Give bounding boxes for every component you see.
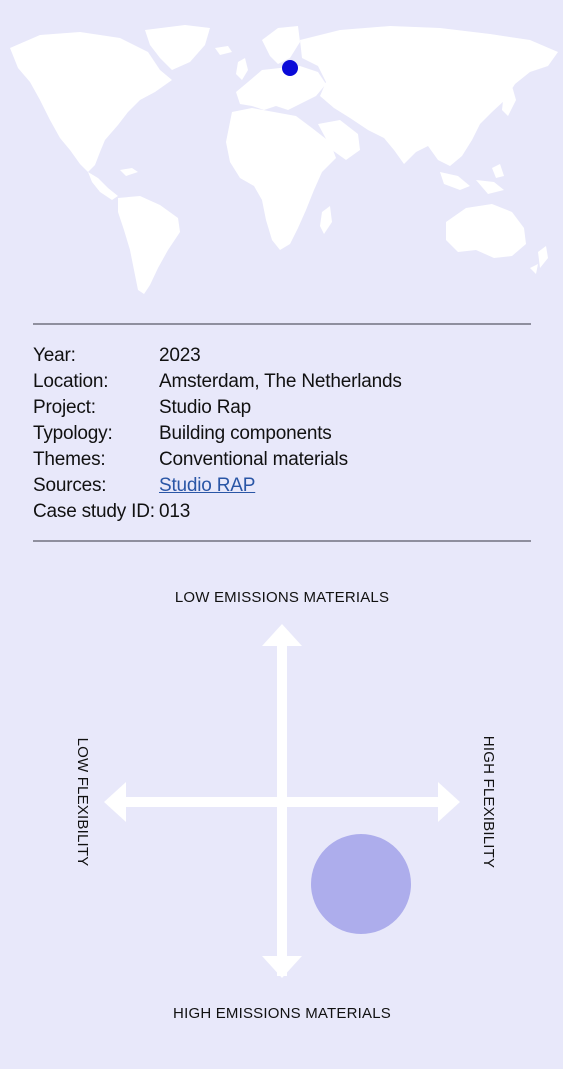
world-map — [0, 0, 563, 300]
label-high-emissions: HIGH EMISSIONS MATERIALS — [173, 1005, 391, 1022]
detail-row-case-id — [33, 499, 531, 525]
label-low-flexibility: LOW FLEXIBILITY — [74, 737, 91, 867]
divider-top — [33, 323, 531, 325]
source-link[interactable]: Studio RAP — [159, 475, 256, 496]
positioning-matrix — [0, 560, 563, 1040]
arrow-left-icon — [104, 782, 126, 822]
detail-value: Amsterdam, The Netherlands — [159, 371, 402, 392]
arrow-down-icon — [262, 956, 302, 978]
detail-value: 2023 — [159, 345, 201, 366]
arrow-up-icon — [262, 624, 302, 646]
label-high-flexibility: HIGH FLEXIBILITY — [480, 735, 497, 869]
detail-label: Themes: — [33, 449, 106, 470]
detail-row-location — [33, 369, 531, 395]
detail-label: Location: — [33, 371, 109, 392]
detail-row-typology — [33, 421, 531, 447]
detail-label: Typology: — [33, 423, 113, 444]
detail-row-project — [33, 395, 531, 421]
detail-row-sources — [33, 473, 531, 499]
detail-label: Year: — [33, 345, 76, 366]
detail-value: 013 — [159, 501, 191, 522]
case-details — [33, 343, 531, 525]
label-low-emissions: LOW EMISSIONS MATERIALS — [174, 589, 390, 606]
detail-value: Building components — [159, 423, 332, 444]
detail-label: Sources: — [33, 475, 107, 496]
arrow-right-icon — [438, 782, 460, 822]
detail-value: Studio Rap — [159, 397, 252, 418]
divider-bottom — [33, 540, 531, 542]
detail-label: Case study ID: — [33, 501, 155, 522]
matrix-point[interactable] — [311, 834, 411, 934]
detail-row-themes — [33, 447, 531, 473]
detail-row-year — [33, 343, 531, 369]
detail-label: Project: — [33, 397, 96, 418]
detail-value: Conventional materials — [159, 449, 348, 470]
location-marker[interactable] — [282, 60, 298, 76]
